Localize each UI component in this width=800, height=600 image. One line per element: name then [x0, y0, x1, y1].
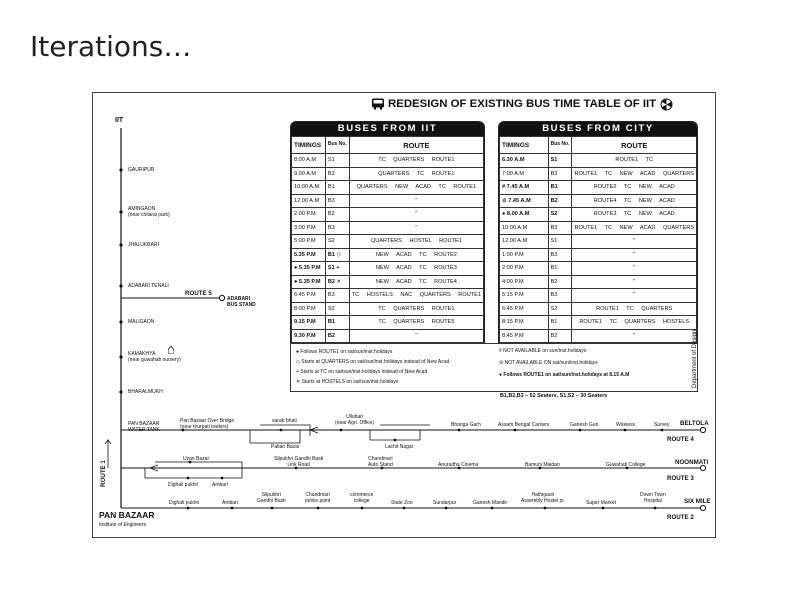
cell-route: ROUTE1 TC NEW ACAD QUARTERS	[572, 167, 697, 181]
stop-super-market: Super Market	[586, 500, 617, 506]
institute-label: Institute of Engineers	[99, 522, 146, 528]
stop-guwahati-college: Guwahati College	[606, 462, 646, 468]
route-4-label: ROUTE 4	[667, 436, 694, 443]
stop-down-town-hospital: Down Town Hospital	[640, 492, 666, 504]
cell-bus-no: S2	[325, 235, 349, 249]
cell-bus-no: B2 ✕	[325, 275, 349, 289]
cell-bus-no: B3	[548, 221, 572, 235]
cell-bus-no: B2	[325, 329, 349, 343]
stop-pan-bazaar-water-tank: PAN BAZAAR WATER TANK	[128, 421, 160, 433]
cell-route: "	[572, 235, 697, 249]
cell-timing: 10:00 A.M	[500, 221, 549, 235]
stop-ganesh-guri: Ganesh Guri	[570, 422, 599, 428]
stop-bamuni-maidan: Bamuni Maidan	[525, 462, 560, 468]
route-3-label: ROUTE 3	[667, 475, 694, 482]
stop-adabari-tenali: ADABARI TENALI	[128, 283, 169, 289]
cell-route: ROUTE2 TC NEW ACAD	[572, 181, 697, 195]
cell-timing: # 7.45 A.M	[500, 181, 549, 195]
cell-bus-no: S2	[325, 302, 349, 316]
cell-bus-no: B2	[548, 329, 572, 343]
cell-route: ROUTE1 TC	[572, 154, 697, 168]
from-iit-header: BUSES FROM IIT	[291, 122, 484, 136]
cell-bus-no: B3	[548, 248, 572, 262]
cell-bus-no: B1	[548, 262, 572, 276]
route-2-label: ROUTE 2	[667, 514, 694, 521]
cell-timing: 4:00 P.M	[500, 275, 549, 289]
department-label: Department of Design	[692, 329, 698, 388]
cell-bus-no: S1	[548, 154, 572, 168]
legend-item: # NOT AVAILABLE on sun/inst.holidays	[499, 348, 587, 354]
stop-dighali-pukhri: Dighali pukhri	[169, 500, 200, 506]
cell-route: "	[572, 275, 697, 289]
cell-timing: 7:00 A.M	[500, 167, 549, 181]
cell-bus-no: B2	[548, 275, 572, 289]
terminal-beltola: BELTOLA	[680, 420, 709, 427]
stop-adabari-bus-stand: ADABARI BUS STAND	[227, 296, 256, 308]
cell-timing: 8:00 A.M	[292, 154, 326, 168]
stop-ambari: Ambari	[222, 500, 238, 506]
stop-sundarpur: Sundarpur	[433, 500, 457, 506]
cell-route: NEW ACAD TC ROUTE3	[349, 262, 483, 276]
stop-amingaon: AMINGAON (near chilarai park)	[128, 206, 170, 218]
stop-hathigaon: Hathigaon Assembly Hostel jn.	[521, 492, 565, 504]
cell-route: ROUTE1 TC QUARTERS	[572, 302, 697, 316]
legend-item: ✕ Starts at HOSTELS on sat/sun/inst.holidays	[296, 379, 399, 385]
cell-route: ROUTE4 TC NEW ACAD	[572, 194, 697, 208]
stop-chandmari-police-point: Chandmari police point	[305, 492, 331, 504]
cell-timing: 5.35 P.M	[292, 248, 326, 262]
stop-paltan-bazar: Paltan Bazar	[271, 444, 300, 450]
cell-route: "	[349, 194, 483, 208]
legend-item: ● Follows ROUTE1 on sat/sun/inst.holidays at 8.15 A.M	[499, 372, 630, 378]
stop-maligaon: MALIGAON	[128, 319, 155, 325]
stop-iit: IIT	[115, 117, 124, 124]
cell-timing: 1:00 P.M	[500, 248, 549, 262]
stop-wireless: Wireless	[616, 422, 636, 428]
slide-title: Iterations…	[30, 30, 192, 63]
cell-route: TC QUARTERS ROUTE5	[349, 316, 483, 330]
stop-gauripur: GAURIPUR	[128, 167, 155, 173]
cell-timing: 6.30 A.M	[500, 154, 549, 168]
cell-bus-no: B1	[548, 181, 572, 195]
cell-timing: ● 5.35 P.M	[292, 275, 326, 289]
cell-route: "	[572, 262, 697, 276]
cell-timing: 9.15 P.M	[292, 316, 326, 330]
cell-route: ROUTE1 TC NEW ACAD QUARTERS	[572, 221, 697, 235]
cell-timing: 10:00 A.M	[292, 181, 326, 195]
cell-bus-no: B2	[548, 194, 572, 208]
cell-timing: ● 8.00 A.M	[500, 208, 549, 222]
cell-bus-no: B1	[548, 316, 572, 330]
cell-bus-no: S2	[548, 302, 572, 316]
cell-bus-no: B3	[548, 167, 572, 181]
route-1-label: ROUTE 1	[100, 460, 107, 487]
legend-item: ◇ Starts at QUARTERS on sat/sun/inst.holidays instead of New Acad	[296, 359, 450, 365]
cell-timing: ● 5.35 P.M	[292, 262, 326, 276]
stop-bharalmukh: BHARALMUKH	[128, 389, 163, 395]
cell-bus-no: S1	[548, 235, 572, 249]
stop-dighali-pukhri: Dighali pukhri	[168, 482, 199, 488]
cell-route: "	[572, 248, 697, 262]
stop-sarab-bhati: sarab bhati	[272, 418, 297, 424]
cell-route: ROUTE1 TC QUARTERS HOSTELS	[572, 316, 697, 330]
cell-timing: 9.00 A.M	[292, 167, 326, 181]
cell-route: QUARTERS HOSTEL ROUTE1	[349, 235, 483, 249]
col-bus-no: Bus No.	[548, 137, 572, 154]
cell-bus-no: B2	[325, 208, 349, 222]
cell-route: QUARTERS NEW ACAD TC ROUTE1	[349, 181, 483, 195]
cell-route: NEW ACAD TC ROUTE4	[349, 275, 483, 289]
sheet-title: REDESIGN OF EXISTING BUS TIME TABLE OF IIT	[388, 98, 657, 110]
cell-timing: 12.00 A.M	[500, 235, 549, 249]
terminal-six-mile: SIX MILE	[684, 498, 711, 505]
stop-pan-bazaar: PAN BAZAAR	[99, 510, 155, 520]
cell-timing: 3:00 P.M	[292, 221, 326, 235]
temple-icon	[168, 346, 174, 354]
cell-route: TC QUARTERS ROUTE1	[349, 154, 483, 168]
stop-ullubari: Ullubari (near Agri. Office)	[335, 414, 375, 426]
cell-timing: 5:15 P.M	[500, 289, 549, 303]
stop-bhanga-garh: Bhanga Garh	[451, 422, 481, 428]
col-bus-no: Bus No.	[325, 137, 349, 154]
stop-assam-bengal-carriers: Assam Bengal Carriers	[498, 422, 550, 428]
cell-route: "	[349, 329, 483, 343]
cell-bus-no: B3	[325, 289, 349, 303]
cell-timing: 6:45 P.M	[500, 302, 549, 316]
cell-timing: 8:15 P.M	[500, 316, 549, 330]
cell-bus-no: B1 ◇	[325, 248, 349, 262]
cell-bus-no: B1	[325, 316, 349, 330]
cell-bus-no: B1	[325, 181, 349, 195]
stop-chandmari-auto-stand: Chandmari Auto Stand	[368, 456, 393, 468]
legend-item: ⊘ NOT AVAILABLE ON sat/sun/inst.holidays	[499, 360, 598, 366]
cell-timing: 5:00 P.M	[292, 235, 326, 249]
cell-route: TC QUARTERS ROUTE1	[349, 302, 483, 316]
stop-commerce-college: commerce college	[350, 492, 374, 504]
cell-route: "	[572, 289, 697, 303]
cell-bus-no: S1	[325, 154, 349, 168]
col-timings: TIMINGS	[500, 137, 549, 154]
cell-route: "	[349, 208, 483, 222]
cell-route: "	[349, 221, 483, 235]
stop-pan-bazaar-over-bridge: Pan Bazaar Over Bridge (near tirurpati traders)	[180, 418, 235, 430]
stop-ganesh-mandir: Ganesh Mandir	[473, 500, 508, 506]
stop-uzan-bazar: Uzan Bazar	[183, 456, 210, 462]
cell-timing: 6:45 P.M	[292, 289, 326, 303]
terminal-noonmati: NOONMATI	[675, 459, 709, 466]
stop-ambari: Ambari	[212, 482, 228, 488]
stop-state-zoo: State Zoo	[391, 500, 413, 506]
cell-bus-no: B3	[325, 167, 349, 181]
cell-bus-no: B3	[548, 289, 572, 303]
cell-bus-no: S1 +	[325, 262, 349, 276]
stop-silpukhri-gandhi-basti: Silpukhri Gandhi Basti	[257, 492, 286, 504]
cell-route: ROUTE3 TC NEW ACAD	[572, 208, 697, 222]
cell-route: TC HOSTELS NAC QUARTERS ROUTE1	[349, 289, 483, 303]
cell-bus-no: B3	[325, 194, 349, 208]
stop-lachit-nagar: Lachit Nagar	[385, 444, 414, 450]
seating-info: B1,B2,B3 – 52 Seaters, S1,S2 – 30 Seaters	[500, 393, 608, 399]
route-5-label: ROUTE 5	[185, 290, 212, 297]
stop-survey: Survey	[654, 422, 670, 428]
cell-timing: 8:00 P.M	[292, 302, 326, 316]
stop-anuradha-cinema: Anuradha Cinema	[438, 462, 479, 468]
cell-bus-no: S2	[548, 208, 572, 222]
cell-timing: 9.30 P.M	[292, 329, 326, 343]
col-route: ROUTE	[349, 137, 483, 154]
cell-timing: 8:45 P.M	[500, 329, 549, 343]
cell-timing: 2:00 P.M	[500, 262, 549, 276]
col-route: ROUTE	[572, 137, 697, 154]
legend-item: + Starts at TC on sat/sun/inst.holidays instead of New Acad	[296, 369, 428, 375]
stop-jhalukbari: JHALUKBARI	[128, 242, 159, 248]
col-timings: TIMINGS	[292, 137, 326, 154]
cell-bus-no: B3	[325, 221, 349, 235]
stop-silpukhri-link-road: Silpukhri Gandhi Basti Link Road	[274, 456, 324, 468]
stop-kamakhya: KAMAKHYA (near guwahati nursery)	[128, 351, 181, 363]
cell-timing: 12.00 A.M	[292, 194, 326, 208]
cell-timing: 2.00 P.M	[292, 208, 326, 222]
from-city-header: BUSES FROM CITY	[499, 122, 697, 136]
legend-item: ● Follows ROUTE1 on sat/sun/inst.holidays	[296, 349, 393, 355]
cell-route: QUARTERS TC ROUTE1	[349, 167, 483, 181]
cell-route: NEW ACAD TC ROUTE2	[349, 248, 483, 262]
cell-timing: ⊘ 7.45 A.M	[500, 194, 549, 208]
cell-route: "	[572, 329, 697, 343]
